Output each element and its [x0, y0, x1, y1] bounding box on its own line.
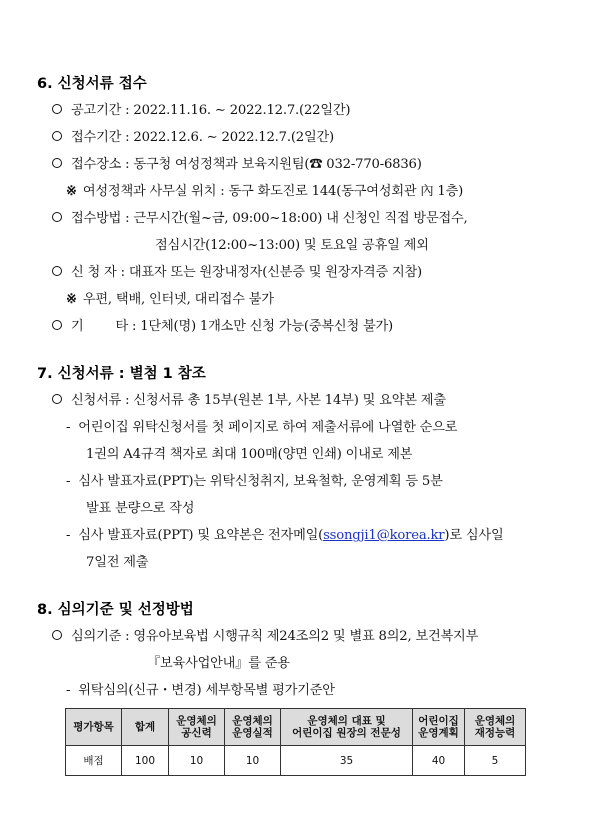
- reference-mark-icon: ※: [66, 292, 77, 307]
- list-item-continuation: 점심시간(12:00~13:00) 및 토요일 공휴일 제외: [155, 238, 429, 253]
- note-item: ※ 우편, 택배, 인터넷, 대리접수 불가: [66, 292, 274, 307]
- list-item: 신 청 자 : 대표자 또는 원장내정자(신분증 및 원장자격증 지참): [52, 261, 422, 280]
- dash-item: - 심사 발표자료(PPT) 및 요약본은 전자메일(ssongji1@korea.kr)로 심사일: [66, 528, 504, 543]
- dash-bullet-icon: -: [66, 420, 71, 435]
- circle-bullet-icon: [52, 320, 62, 330]
- dash-item-continuation: 1권의 A4규격 책자로 최대 100매(양면 인쇄) 이내로 제본: [86, 447, 413, 462]
- table-cell: 10: [225, 746, 281, 776]
- dash-bullet-icon: -: [66, 528, 71, 543]
- header-cell: 운영체의 운영실적: [225, 709, 281, 746]
- circle-bullet-icon: [52, 266, 62, 276]
- table-cell: 배점: [66, 746, 122, 776]
- table-header-row: [66, 709, 526, 746]
- table-cell: 40: [413, 746, 465, 776]
- section-8-title: 8. 심의기준 및 선정방법: [37, 602, 194, 618]
- list-item: 접수장소 : 동구청 여성정책과 보육지원팀(☎ 032-770-6836): [52, 153, 422, 172]
- header-cell: 운영체의 공신력: [169, 709, 225, 746]
- evaluation-table: [65, 708, 526, 776]
- dash-item-continuation: 발표 분량으로 작성: [86, 501, 195, 516]
- circle-bullet-icon: [52, 394, 62, 404]
- list-item: 공고기간 : 2022.11.16. ∼ 2022.12.7.(22일간): [52, 99, 350, 118]
- table-cell: 35: [281, 746, 413, 776]
- list-item: 기 타 : 1단체(명) 1개소만 신청 가능(중복신청 불가): [52, 315, 393, 334]
- circle-bullet-icon: [52, 212, 62, 222]
- table-cell: 10: [169, 746, 225, 776]
- list-item: 심의기준 : 영유아보육법 시행규칙 제24조의2 및 별표 8의2, 보건복지부: [52, 625, 478, 644]
- table-cell: 100: [122, 746, 169, 776]
- section-6-title: 6. 신청서류 접수: [37, 76, 147, 92]
- header-cell: 합계: [122, 709, 169, 746]
- circle-bullet-icon: [52, 131, 62, 141]
- circle-bullet-icon: [52, 104, 62, 114]
- circle-bullet-icon: [52, 158, 62, 168]
- header-cell: 운영체의 대표 및 어린이집 원장의 전문성: [281, 709, 413, 746]
- list-item: 접수기간 : 2022.12.6. ∼ 2022.12.7.(2일간): [52, 126, 334, 145]
- email-link[interactable]: ssongji1@korea.kr: [323, 528, 445, 543]
- dash-item: - 위탁심의(신규・변경) 세부항목별 평가기준안: [66, 683, 335, 698]
- table-cell: 5: [465, 746, 526, 776]
- list-item: 신청서류 : 신청서류 총 15부(원본 1부, 사본 14부) 및 요약본 제출: [52, 389, 446, 408]
- dash-item: - 심사 발표자료(PPT)는 위탁신청취지, 보육철학, 운영계획 등 5분: [66, 474, 443, 489]
- header-cell: 운영체의 재정능력: [465, 709, 526, 746]
- header-cell: 어린이집 운영계획: [413, 709, 465, 746]
- list-item-continuation: 『보육사업안내』를 준용: [147, 656, 290, 671]
- dash-item-continuation: 7일전 제출: [86, 555, 149, 570]
- dash-bullet-icon: -: [66, 683, 71, 698]
- table-row: [66, 746, 526, 776]
- circle-bullet-icon: [52, 630, 62, 640]
- dash-item: - 어린이집 위탁신청서를 첫 페이지로 하여 제출서류에 나열한 순으로: [66, 420, 458, 435]
- section-7-title: 7. 신청서류 : 별첨 1 참조: [37, 366, 206, 382]
- note-item: ※ 여성정책과 사무실 위치 : 동구 화도진로 144(동구여성회관 內 1층): [66, 184, 464, 199]
- list-item: 접수방법 : 근무시간(월~금, 09:00~18:00) 내 신청인 직접 방문접수,: [52, 207, 468, 226]
- dash-bullet-icon: -: [66, 474, 71, 489]
- header-cell: 평가항목: [66, 709, 122, 746]
- reference-mark-icon: ※: [66, 184, 77, 199]
